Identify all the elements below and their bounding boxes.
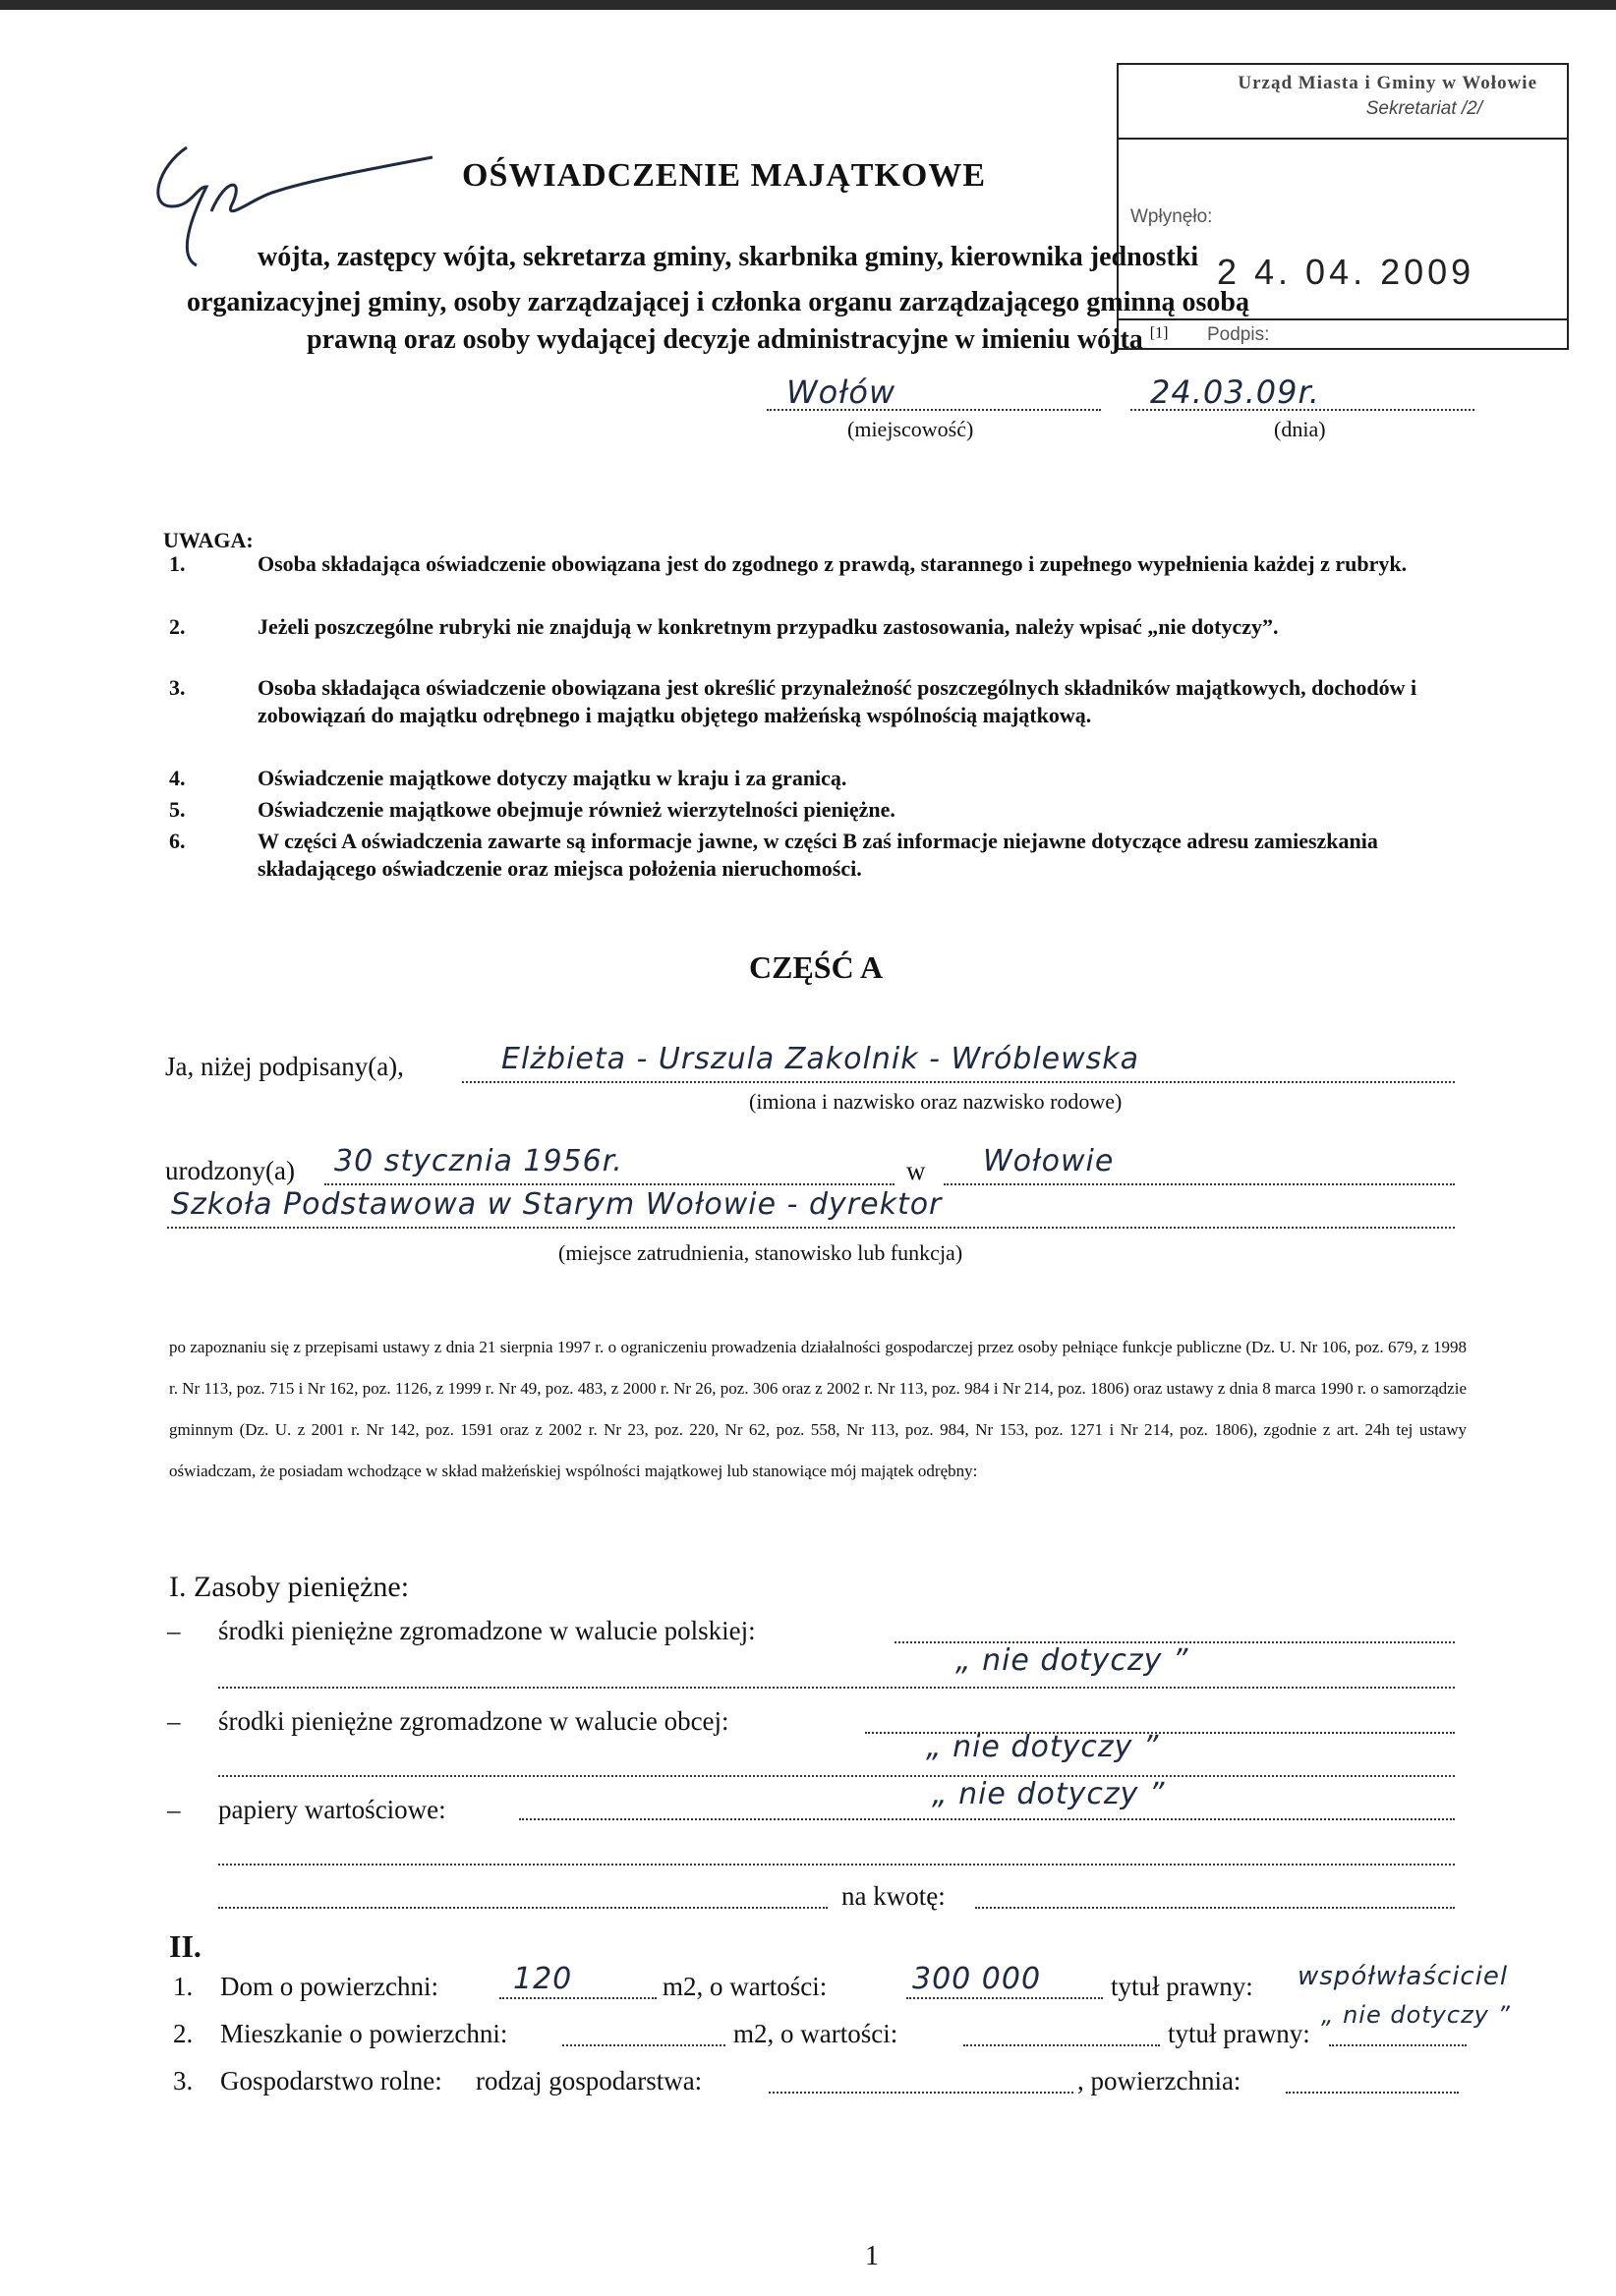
uwaga-item-text: Osoba składająca oświadczenie obowiązana jest określić przynależność poszczególnych składników majątkowych, dochodów i zobowiązań do majątku odrębnego i majątku objętego małżeńską wspólnością majątkową. xyxy=(258,675,1417,727)
employment-value: Szkoła Podstawowa w Starym Wołowie - dyrektor xyxy=(171,1187,943,1222)
apartment-title-value: „ nie dotyczy ” xyxy=(1321,2001,1511,2029)
item-number: 2. xyxy=(173,2019,194,2048)
stamp-department: Sekretariat /2/ xyxy=(1365,98,1482,119)
pln-field-line-1 xyxy=(895,1612,1455,1643)
uwaga-item-number: 4. xyxy=(169,766,186,790)
stamp-received-label: Wpłynęło: xyxy=(1130,206,1213,227)
date-caption: (dnia) xyxy=(1274,417,1326,441)
born-date-field xyxy=(324,1144,895,1185)
signer-value: Elżbieta - Urszula Zakolnik - Wróblewska xyxy=(501,1042,1140,1076)
date-value: 24.03.09r. xyxy=(1150,373,1320,411)
uwaga-item-number: 6. xyxy=(169,829,186,853)
scan-top-edge xyxy=(0,0,1616,10)
securities-field-line-2 xyxy=(218,1832,1455,1866)
farm-type-field xyxy=(769,2062,1073,2094)
signer-caption: (imiona i nazwisko oraz nazwisko rodowe) xyxy=(749,1089,1123,1114)
house-title-value: współwłaściciel xyxy=(1298,1962,1509,1991)
house-value-field xyxy=(906,1962,1103,1999)
signer-field xyxy=(462,1042,1455,1083)
uwaga-item-text: Jeżeli poszczególne rubryki nie znajdują w konkretnym przypadku zastosowania, należy wpisać „nie dotyczy”. xyxy=(258,614,1279,639)
document-title: OŚWIADCZENIE MAJĄTKOWE xyxy=(462,157,987,194)
farm-type-label: rodzaj gospodarstwa: xyxy=(476,2066,703,2095)
uwaga-item-text: W części A oświadczenia zawarte są informacje jawne, w części B zaś informacje niejawne dotyczące adresu zamieszkania składającego oświadczenie oraz miejsca położenia nieruchomości. xyxy=(258,829,1378,881)
stamp-office: Urząd Miasta i Gminy w Wołowie xyxy=(1238,73,1537,93)
uwaga-item-number: 2. xyxy=(169,614,186,639)
stamp-received-date: 2 4. 04. 2009 xyxy=(1217,252,1475,292)
apartment-label: Mieszkanie o powierzchni: xyxy=(220,2019,508,2048)
apartment-title-field xyxy=(1321,2001,1511,2046)
item-number: 1. xyxy=(173,1972,194,2001)
uwaga-item-text: Oświadczenie majątkowe dotyczy majątku w kraju i za granicą. xyxy=(258,766,847,790)
uwaga-list xyxy=(0,550,1616,904)
header-line-1: wójta, zastępcy wójta, sekretarza gminy, skarbnika gminy, kierownika jednostki xyxy=(258,242,1199,272)
house-title-field xyxy=(1298,1962,1509,1997)
pln-field-line-2 xyxy=(218,1643,1455,1689)
born-in-label: w xyxy=(906,1156,926,1185)
amount-field xyxy=(975,1877,1455,1909)
stamp-signature-label: Podpis: xyxy=(1207,324,1270,345)
securities-value: „ nie dotyczy ” xyxy=(932,1777,1166,1811)
employment-caption: (miejsce zatrudnienia, stanowisko lub funkcja) xyxy=(558,1240,963,1265)
stamp-divider xyxy=(1119,138,1567,140)
apartment-value-label: m2, o wartości: xyxy=(733,2019,898,2048)
page-number: 1 xyxy=(865,2241,879,2271)
employment-field xyxy=(167,1187,1455,1229)
securities-label: papiery wartościowe: xyxy=(218,1795,446,1824)
born-label: urodzony(a) xyxy=(165,1156,295,1185)
dash: – xyxy=(167,1706,181,1736)
legal-basis-text: po zapoznaniu się z przepisami ustawy z dnia 21 sierpnia 1997 r. o ograniczeniu prowadzenia działalności gospodarczej przez osoby pełniące funkcje publiczne (Dz. U. Nr 106, poz. 679, z 1998 r. Nr 113, poz. 715 i Nr 162, poz. 1126, z 1999 r. Nr 49, poz. 483, z 2000 r. Nr 26, poz. 306 oraz z 2002 r. Nr 113, poz. 984 i Nr 214, poz. 1806) oraz ustawy z dnia 8 marca 1990 r. o samorządzie gminnym (Dz. U. z 2001 r. Nr 142, poz. 1591 oraz z 2002 r. Nr 23, poz. 220, Nr 62, poz. 558, Nr 113, poz. 984, Nr 153, poz. 1271 i Nr 214, poz. 1806), zgodnie z art. 24h tej ustawy oświadczam, że posiadam wchodzące w skład małżeńskiej wspólności majątkowej lub stanowiące mój majątek odrębny: xyxy=(169,1338,1467,1480)
footnote-ref: [1] xyxy=(1149,324,1169,342)
uwaga-item-text: Osoba składająca oświadczenie obowiązana jest do zgodnego z prawdą, starannego i zupełnego wypełnienia każdej z rubryk. xyxy=(258,551,1408,576)
securities-field-line-1 xyxy=(519,1777,1455,1820)
dash: – xyxy=(167,1616,181,1645)
house-label: Dom o powierzchni: xyxy=(220,1972,438,2001)
house-value: 300 000 xyxy=(912,1962,1042,1996)
securities-field-line-3 xyxy=(218,1877,828,1909)
born-date-value: 30 stycznia 1956r. xyxy=(334,1144,623,1178)
house-value-label: m2, o wartości: xyxy=(663,1972,828,2001)
dash: – xyxy=(167,1795,181,1824)
uwaga-heading: UWAGA: xyxy=(163,528,254,552)
pln-value: „ nie dotyczy ” xyxy=(955,1643,1189,1678)
farm-area-label: , powierzchnia: xyxy=(1077,2066,1241,2095)
foreign-label: środki pieniężne zgromadzone w walucie obcej: xyxy=(218,1706,729,1736)
born-place-field xyxy=(944,1144,1455,1185)
header-line-3-text: prawną oraz osoby wydającej decyzje administracyjne w imieniu wójta xyxy=(307,324,1143,355)
apartment-title-label: tytuł prawny: xyxy=(1168,2019,1310,2048)
uwaga-item-number: 3. xyxy=(169,675,186,700)
header-line-2: organizacyjnej gminy, osoby zarządzającej i członka organu zarządzającego gminną osobą xyxy=(187,287,1249,317)
apartment-value-field xyxy=(963,2015,1160,2046)
amount-label: na kwotę: xyxy=(841,1881,946,1911)
house-area-value: 120 xyxy=(513,1962,573,1996)
place-field xyxy=(767,373,1101,411)
foreign-value: „ nie dotyczy ” xyxy=(926,1730,1160,1764)
item-number: 3. xyxy=(173,2066,194,2095)
header-line-3 xyxy=(307,324,1168,356)
section-2-heading: II. xyxy=(169,1928,202,1964)
uwaga-item-text: Oświadczenie majątkowe obejmuje również wierzytelności pieniężne. xyxy=(258,797,895,822)
apartment-area-field xyxy=(562,2015,725,2046)
house-area-field xyxy=(499,1962,657,1999)
section-1-heading: I. Zasoby pieniężne: xyxy=(169,1571,410,1603)
signer-label: Ja, niżej podpisany(a), xyxy=(165,1052,404,1081)
place-caption: (miejscowość) xyxy=(847,417,974,441)
farm-label: Gospodarstwo rolne: xyxy=(220,2066,442,2095)
uwaga-item-number: 1. xyxy=(169,551,186,576)
house-title-label: tytuł prawny: xyxy=(1111,1972,1253,2001)
stamp-divider xyxy=(1119,318,1567,320)
part-a-heading: CZĘŚĆ A xyxy=(749,949,884,985)
farm-area-field xyxy=(1286,2062,1459,2094)
born-place-value: Wołowie xyxy=(983,1144,1115,1178)
foreign-field-line-2 xyxy=(218,1730,1455,1777)
place-value: Wołów xyxy=(786,373,896,411)
date-field xyxy=(1130,373,1474,411)
uwaga-item-number: 5. xyxy=(169,797,186,822)
pln-label: środki pieniężne zgromadzone w walucie polskiej: xyxy=(218,1616,756,1645)
